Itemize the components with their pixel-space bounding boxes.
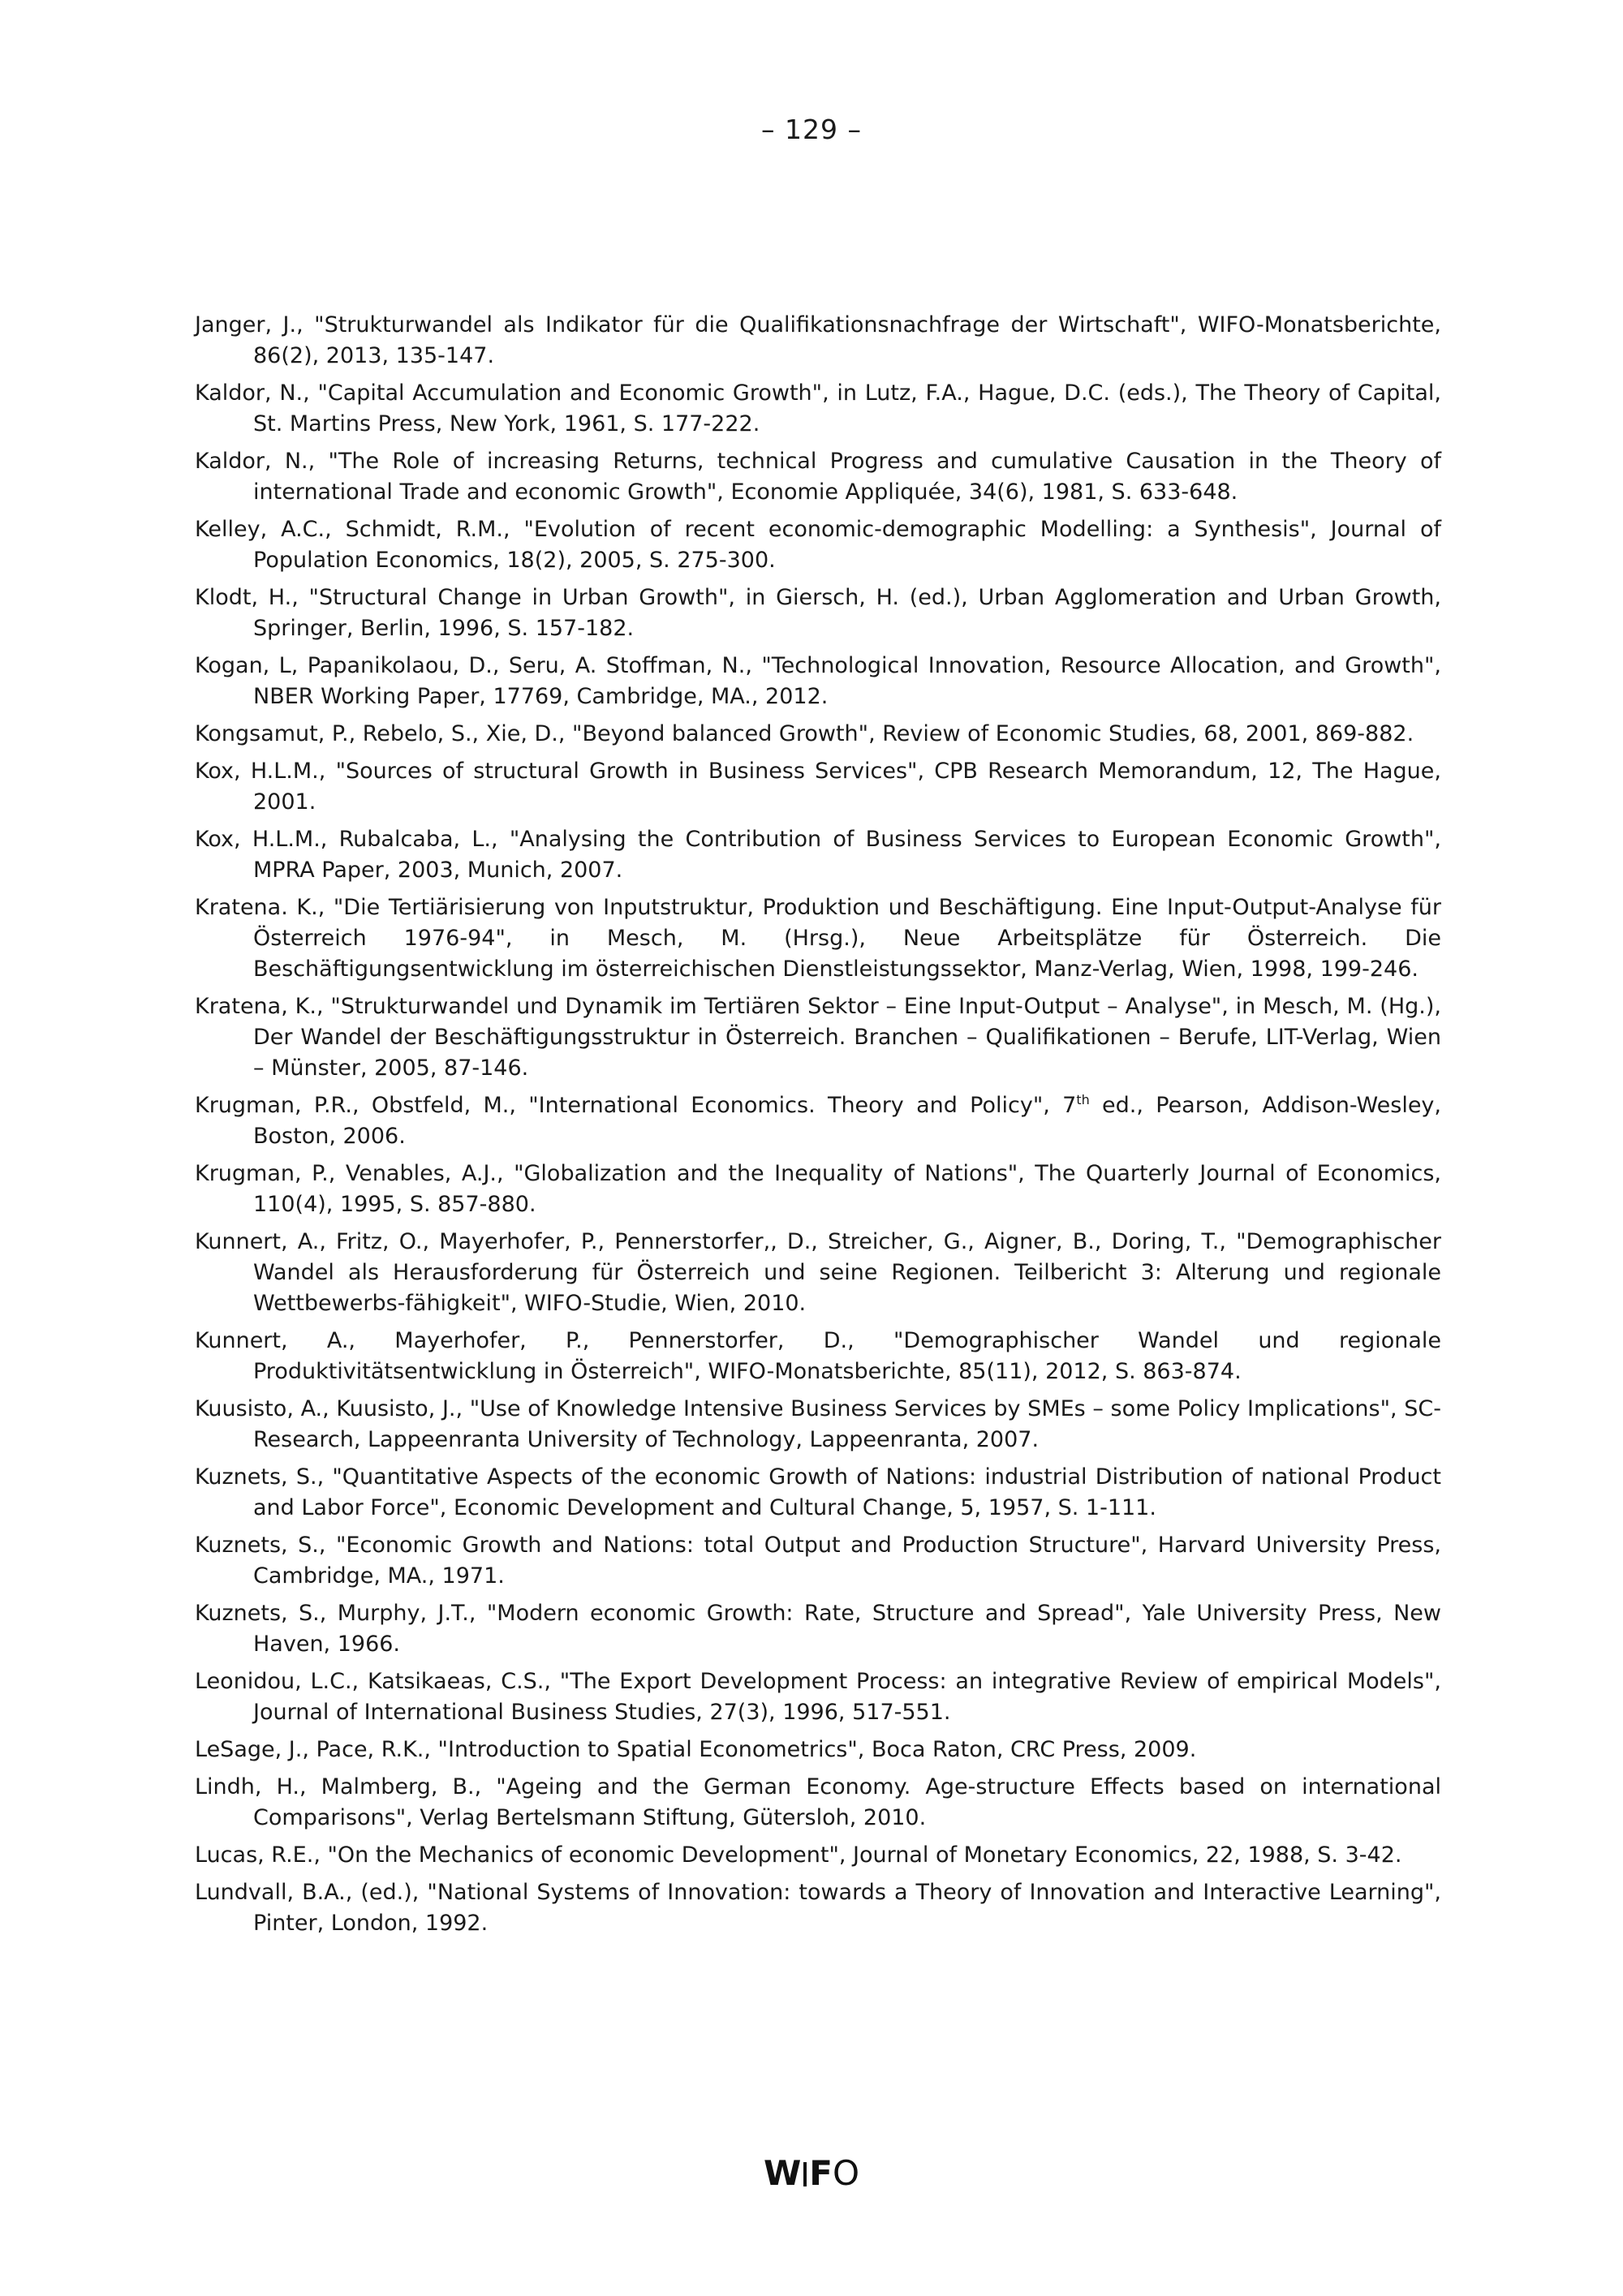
reference-entry: Kratena. K., "Die Tertiärisierung von Inputstruktur, Produktion und Beschäftigung. Eine Input-Output-Analyse für Österreich 1976-94", in Mesch, M. (Hrsg.), Neue Arbeitsplätze für Österreich. Die Beschäftigungsentwicklung im österreichischen Dienstleistungssektor, Manz-Verlag, Wien, 1998, 199-246.: [195, 895, 1441, 982]
reference-entry: Kox, H.L.M., Rubalcaba, L., "Analysing the Contribution of Business Services to European Economic Growth", MPRA Paper, 2003, Munich, 2007.: [195, 827, 1441, 883]
reference-entry: Kuznets, S., "Economic Growth and Nations: total Output and Production Structure", Harvard University Press, Cambridge, MA., 1971.: [195, 1533, 1441, 1589]
reference-entry: Lundvall, B.A., (ed.), "National Systems of Innovation: towards a Theory of Innovation and Interactive Learning", Pinter, London, 1992.: [195, 1880, 1441, 1936]
reference-text: Krugman, P.R., Obstfeld, M., "International Economics. Theory and Policy", 7: [195, 1093, 1077, 1118]
reference-entry: Kaldor, N., "Capital Accumulation and Economic Growth", in Lutz, F.A., Hague, D.C. (eds.), The Theory of Capital, St. Martins Press, New York, 1961, S. 177-222.: [195, 381, 1441, 436]
reference-entry: Lindh, H., Malmberg, B., "Ageing and the German Economy. Age-structure Effects based on international Comparisons", Verlag Bertelsmann Stiftung, Gütersloh, 2010.: [195, 1774, 1441, 1830]
reference-entry: Kelley, A.C., Schmidt, R.M., "Evolution of recent economic-demographic Modelling: a Synthesis", Journal of Population Economics, 18(2), 2005, S. 275-300.: [195, 517, 1441, 573]
reference-entry: Kongsamut, P., Rebelo, S., Xie, D., "Beyond balanced Growth", Review of Economic Studies, 68, 2001, 869-882.: [195, 721, 1414, 746]
page-number: – 129 –: [761, 114, 862, 145]
logo-letter-o: O: [832, 2153, 860, 2193]
logo-letter-w: W: [763, 2153, 802, 2193]
reference-entry: Kunnert, A., Mayerhofer, P., Pennerstorfer, D., "Demographischer Wandel und regionale Produktivitätsentwicklung in Österreich", WIFO-Monatsberichte, 85(11), 2012, S. 863-874.: [195, 1328, 1441, 1384]
reference-entry: Klodt, H., "Structural Change in Urban Growth", in Giersch, H. (ed.), Urban Agglomeration and Urban Growth, Springer, Berlin, 1996, S. 157-182.: [195, 585, 1441, 641]
logo-bar: [803, 2162, 807, 2186]
reference-entry: Kaldor, N., "The Role of increasing Returns, technical Progress and cumulative Causation in the Theory of international Trade and economic Growth", Economie Appliquée, 34(6), 1981, S. 633-648.: [195, 449, 1441, 505]
reference-entry: Kogan, L, Papanikolaou, D., Seru, A. Stoffman, N., "Technological Innovation, Resource Allocation, and Growth", NBER Working Paper, 17769, Cambridge, MA., 2012.: [195, 653, 1441, 709]
reference-entry: Kuznets, S., Murphy, J.T., "Modern economic Growth: Rate, Structure and Spread", Yale University Press, New Haven, 1966.: [195, 1601, 1441, 1657]
reference-list: [195, 310, 1441, 1946]
reference-superscript: th: [1076, 1092, 1090, 1107]
reference-entry: Kox, H.L.M., "Sources of structural Growth in Business Services", CPB Research Memorandum, 12, The Hague, 2001.: [195, 759, 1441, 815]
wifo-logo: [0, 2153, 1623, 2193]
reference-entry: Janger, J., "Strukturwandel als Indikator für die Qualifikationsnachfrage der Wirtschaft", WIFO-Monatsberichte, 86(2), 2013, 135-147.: [195, 312, 1441, 368]
reference-entry: Kuusisto, A., Kuusisto, J., "Use of Knowledge Intensive Business Services by SMEs – some Policy Implications", SC-Research, Lappeenranta University of Technology, Lappeenranta, 2007.: [195, 1396, 1441, 1452]
reference-entry: Kuznets, S., "Quantitative Aspects of the economic Growth of Nations: industrial Distribution of national Product and Labor Force", Economic Development and Cultural Change, 5, 1957, S. 1-111.: [195, 1464, 1441, 1520]
reference-entry: Leonidou, L.C., Katsikaeas, C.S., "The Export Development Process: an integrative Review of empirical Models", Journal of International Business Studies, 27(3), 1996, 517-551.: [195, 1669, 1441, 1725]
logo-letter-f: F: [809, 2153, 833, 2193]
reference-entry: LeSage, J., Pace, R.K., "Introduction to Spatial Econometrics", Boca Raton, CRC Press, 2009.: [195, 1737, 1197, 1762]
reference-entry: Krugman, P., Venables, A.J., "Globalization and the Inequality of Nations", The Quarterly Journal of Economics, 110(4), 1995, S. 857-880.: [195, 1161, 1441, 1217]
reference-entry: [195, 1090, 1441, 1152]
reference-entry: Kratena, K., "Strukturwandel und Dynamik im Tertiären Sektor – Eine Input-Output – Analyse", in Mesch, M. (Hg.), Der Wandel der Beschäftigungsstruktur in Österreich. Branchen – Qualifikationen – Berufe, LIT-Verlag, Wien – Münster, 2005, 87-146.: [195, 994, 1441, 1081]
reference-entry: Kunnert, A., Fritz, O., Mayerhofer, P., Pennerstorfer,, D., Streicher, G., Aigner, B., Doring, T., "Demographischer Wandel als Herausforderung für Österreich und seine Regionen. Teilbericht 3: Alterung und regionale Wettbewerbs-fähigkeit", WIFO-Studie, Wien, 2010.: [195, 1229, 1441, 1316]
reference-entry: Lucas, R.E., "On the Mechanics of economic Development", Journal of Monetary Economics, 22, 1988, S. 3-42.: [195, 1842, 1402, 1868]
reference-text: ed., Pearson, Addison-Wesley, Boston, 2006.: [253, 1093, 1441, 1149]
